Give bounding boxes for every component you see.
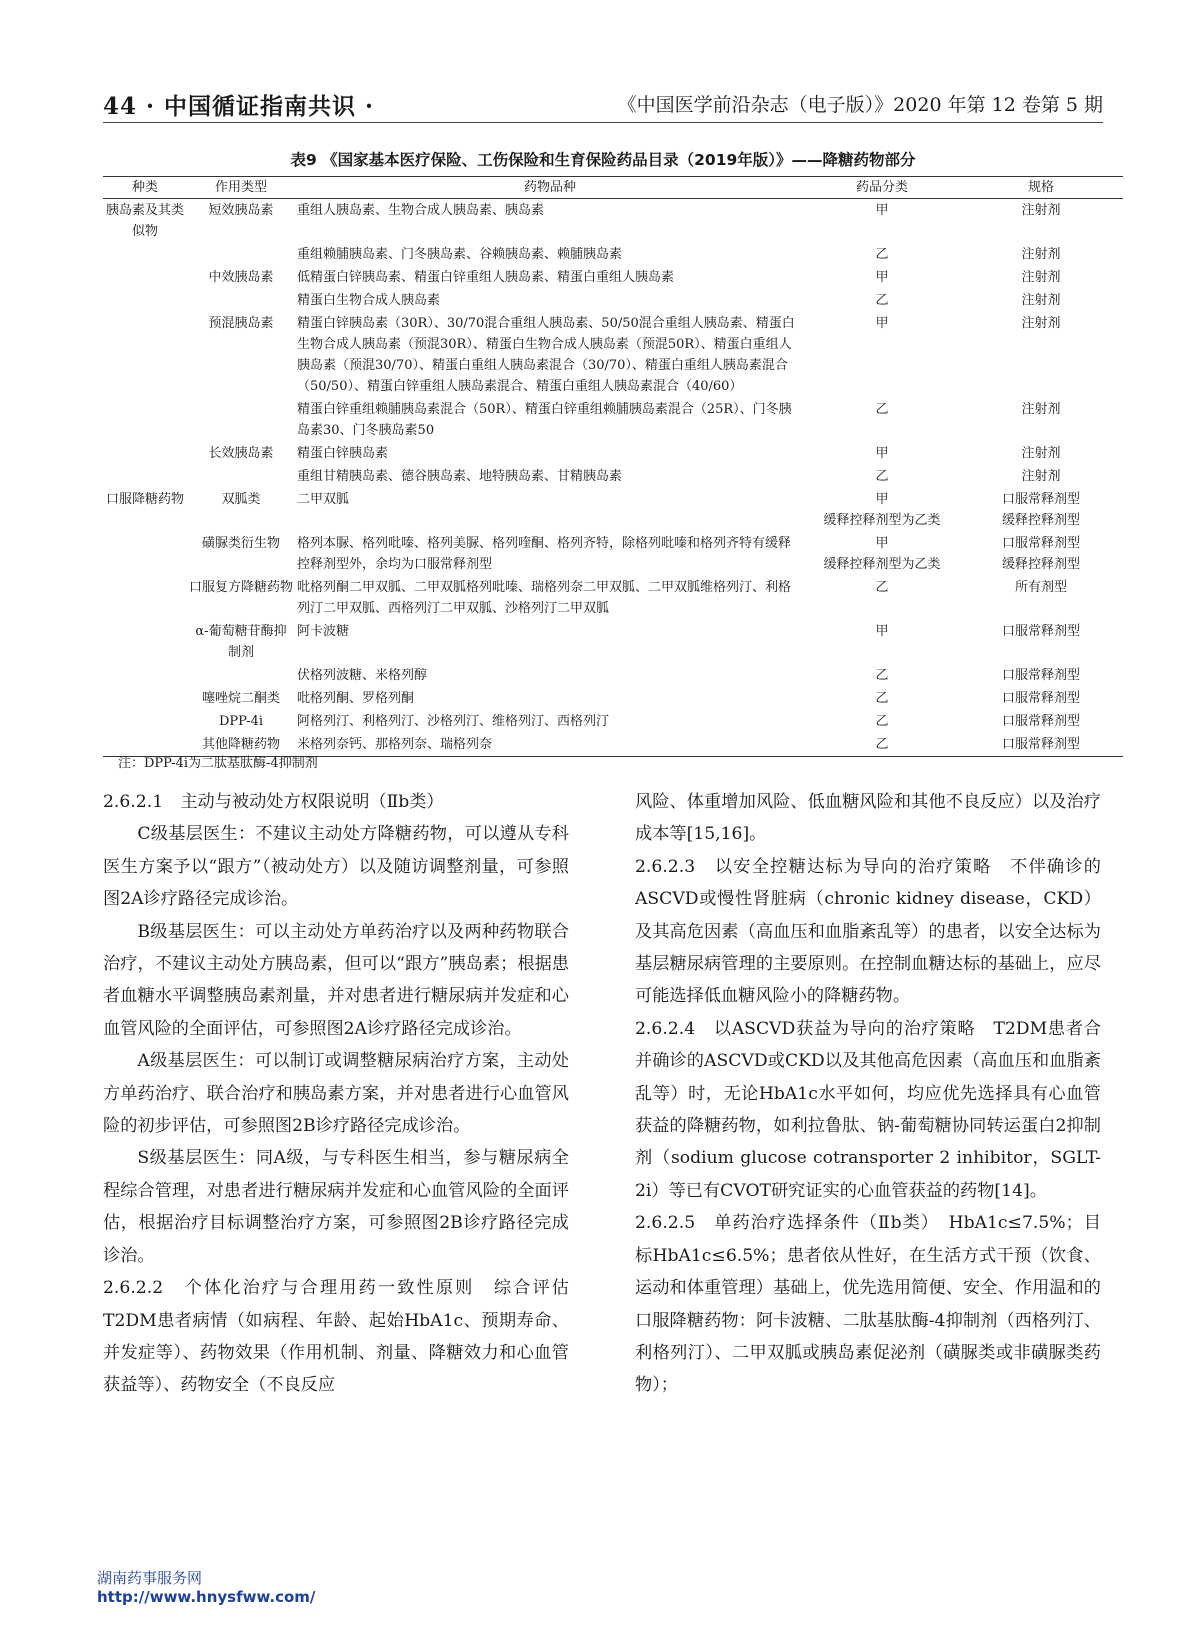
cell-drug-names: 格列本脲、格列吡嗪、格列美脲、格列喹酮、格列齐特，除格列吡嗪和格列齐特有缓释控释剂型外，余均为口服常释剂型 (297, 536, 792, 572)
cell-class: 乙 (875, 691, 889, 706)
body-paragraph: S级基层医生：同A级，与专科医生相当，参与糖尿病全程综合管理，对患者进行糖尿病并发症和心血管风险的全面评估，根据治疗目标调整治疗方案，可参照图2B诊疗路径完成诊治。 (103, 1148, 569, 1266)
cell-class: 乙 (875, 247, 889, 262)
cell-drug-names: 伏格列波糖、米格列醇 (297, 668, 428, 683)
cell-drug-names: 精蛋白锌胰岛素（30R）、30/70混合重组人胰岛素、50/50混合重组人胰岛素、精蛋白生物合成人胰岛素（预混30R）、精蛋白生物合成人胰岛素（预混50R）、精蛋白重组人胰岛素（预混30/70）、精蛋白重组人胰岛素混合（30/70）、精蛋白重组人胰岛素混合（50/50）、精蛋白锌重组人胰岛素混合、精蛋白重组人胰岛素混合（40/60） (297, 316, 795, 394)
col-header-name: 药物品种 (295, 177, 805, 199)
table-note: 注：DPP-4i为二肽基肽酶-4抑制剂 (118, 756, 318, 771)
cell-type (187, 243, 295, 266)
cell-spec: 注射剂 (1021, 293, 1061, 308)
cell-spec: 注射剂 (1021, 316, 1061, 331)
cell-class: 乙 (875, 402, 889, 417)
table-row (103, 442, 1123, 465)
cell-kind (103, 398, 187, 442)
table-row (103, 710, 1123, 733)
cell-class: 甲 (875, 203, 889, 218)
table-body (103, 199, 1123, 757)
cell-spec: 口服常释剂型 (1001, 624, 1080, 639)
table-header-row (103, 177, 1123, 199)
table-title: 表9 《国家基本医疗保险、工伤保险和生育保险药品目录（2019年版）》——降糖药物部分 (290, 151, 916, 169)
cell-kind (103, 243, 187, 266)
col-header-spec: 规格 (959, 177, 1123, 199)
table-row (103, 532, 1123, 576)
cell-class: 甲 缓释控释剂型为乙类 (823, 536, 941, 572)
cell-type (187, 664, 295, 687)
cell-kind (103, 266, 187, 289)
table-row (103, 687, 1123, 710)
cell-type (187, 465, 295, 488)
cell-spec: 口服常释剂型 (1001, 691, 1080, 706)
table-row (103, 243, 1123, 266)
cell-drug-names: 吡格列酮、罗格列酮 (297, 691, 415, 706)
section-paragraph: 2.6.2.2 个体化治疗与合理用药一致性原则 综合评估T2DM患者病情（如病程、年龄、起始HbA1c、预期寿命、并发症等）、药物效果（作用机制、剂量、降糖效力和心血管获益等）、药物安全（不良反应 (103, 1278, 569, 1396)
cell-class: 乙 (875, 293, 889, 308)
cell-drug-names: 精蛋白生物合成人胰岛素 (297, 293, 441, 308)
header-journal-info: 《中国医学前沿杂志（电子版）》2020 年第 12 卷第 5 期 (617, 94, 1103, 116)
cell-type (187, 398, 295, 442)
col-header-type: 作用类型 (187, 177, 295, 199)
cell-spec: 口服常释剂型 缓释控释剂型 (1001, 536, 1080, 572)
cell-drug-names: 重组人胰岛素、生物合成人胰岛素、胰岛素 (297, 203, 545, 218)
cell-class: 甲 (875, 624, 889, 639)
table-row (103, 199, 1123, 244)
table-row (103, 576, 1123, 620)
body-paragraph: 风险、体重增加风险、低血糖风险和其他不良反应）以及治疗成本等[15,16]。 (635, 792, 1101, 845)
cell-class: 乙 (875, 469, 889, 484)
cell-class: 甲 (875, 316, 889, 331)
cell-class: 甲 (875, 446, 889, 461)
cell-spec: 注射剂 (1021, 446, 1061, 461)
section-paragraph: 2.6.2.5 单药治疗选择条件（Ⅱb类） HbA1c≤7.5%；目标HbA1c≤6.5%；患者依从性好，在生活方式干预（饮食、运动和体重管理）基础上，优先选用简便、安全、作用温和的口服降糖药物：阿卡波糖、二肽基肽酶-4抑制剂（西格列汀、利格列汀）、二甲双胍或胰岛素促泌剂（磺脲类或非磺脲类药物）； (635, 1213, 1101, 1396)
cell-drug-names: 精蛋白锌重组赖脯胰岛素混合（50R）、精蛋白锌重组赖脯胰岛素混合（25R）、门冬胰岛素30、门冬胰岛素50 (297, 402, 792, 438)
col-header-class: 药品分类 (805, 177, 959, 199)
running-header (103, 88, 1103, 123)
cell-class: 乙 (805, 733, 959, 757)
cell-drug-names: 米格列奈钙、那格列奈、瑞格列奈 (295, 733, 805, 757)
cell-spec: 注射剂 (1021, 270, 1061, 285)
body-column-right (635, 786, 1101, 1402)
cell-class: 乙 (875, 580, 889, 595)
table-row (103, 465, 1123, 488)
cell-drug-names: 阿卡波糖 (297, 624, 350, 639)
cell-type: 噻唑烷二酮类 (201, 691, 280, 706)
col-header-kind: 种类 (103, 177, 187, 199)
cell-spec: 口服常释剂型 (1001, 714, 1080, 729)
header-page-section: 44 · 中国循证指南共识 · (103, 93, 375, 120)
cell-spec: 注射剂 (1021, 203, 1061, 218)
footer-site-url[interactable]: http://www.hnysfww.com/ (97, 1588, 316, 1606)
cell-drug-names: 重组赖脯胰岛素、门冬胰岛素、谷赖胰岛素、赖脯胰岛素 (297, 247, 623, 262)
table-row (103, 312, 1123, 398)
cell-type: 长效胰岛素 (208, 446, 274, 461)
cell-type: 磺脲类衍生物 (201, 536, 280, 551)
cell-type: DPP-4i (218, 714, 264, 729)
cell-class: 甲 缓释控释剂型为乙类 (823, 492, 941, 528)
body-paragraph: B级基层医生：可以主动处方单药治疗以及两种药物联合治疗，不建议主动处方胰岛素，但可以“跟方”胰岛素；根据患者血糖水平调整胰岛素剂量，并对患者进行糖尿病并发症和心血管风险的全面评估，可参照图2A诊疗路径完成诊治。 (103, 921, 569, 1039)
cell-kind (103, 289, 187, 312)
cell-spec: 口服常释剂型 (959, 733, 1123, 757)
table-row (103, 664, 1123, 687)
cell-kind (103, 312, 187, 398)
cell-drug-names: 重组甘精胰岛素、德谷胰岛素、地特胰岛素、甘精胰岛素 (297, 469, 623, 484)
table-row (103, 398, 1123, 442)
body-paragraph: A级基层医生：可以制订或调整糖尿病治疗方案，主动处方单药治疗、联合治疗和胰岛素方案，并对患者进行心血管风险的初步评估，可参照图2B诊疗路径完成诊治。 (103, 1051, 569, 1137)
cell-drug-names: 阿格列汀、利格列汀、沙格列汀、维格列汀、西格列汀 (297, 714, 610, 729)
cell-kind (103, 576, 187, 620)
cell-kind (103, 687, 187, 710)
footer-site-name: 湖南药事服务网 (97, 1569, 203, 1587)
table-row (103, 266, 1123, 289)
body-paragraph: C级基层医生：不建议主动处方降糖药物，可以遵从专科医生方案予以“跟方”（被动处方）以及随访调整剂量，可参照图2A诊疗路径完成诊治。 (103, 824, 569, 910)
cell-kind (103, 710, 187, 733)
drug-table (103, 176, 1123, 757)
cell-spec: 口服常释剂型 缓释控释剂型 (1001, 492, 1080, 528)
table-row (103, 289, 1123, 312)
cell-kind: 口服降糖药物 (105, 492, 184, 507)
cell-kind (103, 620, 187, 664)
cell-type: 中效胰岛素 (208, 270, 274, 285)
cell-drug-names: 吡格列酮二甲双胍、二甲双胍格列吡嗪、瑞格列奈二甲双胍、二甲双胍维格列汀、利格列汀二甲双胍、西格列汀二甲双胍、沙格列汀二甲双胍 (297, 580, 792, 616)
cell-drug-names: 低精蛋白锌胰岛素、精蛋白锌重组人胰岛素、精蛋白重组人胰岛素 (297, 270, 675, 285)
cell-type (187, 289, 295, 312)
section-paragraph: 2.6.2.4 以ASCVD获益为导向的治疗策略 T2DM患者合并确诊的ASCVD或CKD以及其他高危因素（高血压和血脂紊乱等）时，无论HbA1c水平如何，均应优先选择具有心血管获益的降糖药物，如利拉鲁肽、钠-葡萄糖协同转运蛋白2抑制剂（sodium glucose cotransporter 2 inhibitor，SGLT-2i）等已有CVOT研究证实的心血管获益的药物[14]。 (635, 1018, 1101, 1201)
cell-type: 双胍类 (221, 492, 261, 507)
cell-kind (103, 442, 187, 465)
section-paragraph: 2.6.2.1 主动与被动处方权限说明（Ⅱb类） (103, 792, 444, 812)
cell-type: 其他降糖药物 (187, 733, 295, 757)
table-row (103, 488, 1123, 532)
cell-type: 口服复方降糖药物 (189, 580, 294, 595)
cell-spec: 注射剂 (1021, 469, 1061, 484)
cell-kind (103, 465, 187, 488)
cell-type: 短效胰岛素 (208, 203, 274, 218)
cell-spec: 注射剂 (1021, 247, 1061, 262)
cell-drug-names: 二甲双胍 (297, 492, 350, 507)
cell-spec: 所有剂型 (1014, 580, 1067, 595)
cell-drug-names: 精蛋白锌胰岛素 (297, 446, 389, 461)
cell-type: α-葡萄糖苷酶抑制剂 (195, 624, 287, 660)
footer-watermark (97, 1569, 315, 1607)
cell-class: 甲 (875, 270, 889, 285)
cell-kind (103, 532, 187, 576)
cell-kind (103, 664, 187, 687)
cell-spec: 注射剂 (1021, 402, 1061, 417)
body-column-left (103, 786, 569, 1402)
cell-spec: 口服常释剂型 (1001, 668, 1080, 683)
cell-kind: 胰岛素及其类似物 (105, 203, 184, 239)
cell-class: 乙 (875, 714, 889, 729)
table-row (103, 620, 1123, 664)
cell-class: 乙 (875, 668, 889, 683)
section-paragraph: 2.6.2.3 以安全控糖达标为导向的治疗策略 不伴确诊的ASCVD或慢性肾脏病（chronic kidney disease，CKD）及其高危因素（高血压和血脂紊乱等）的患者，以安全达标为基层糖尿病管理的主要原则。在控制血糖达标的基础上，应尽可能选择低血糖风险小的降糖药物。 (635, 856, 1101, 1007)
cell-type: 预混胰岛素 (208, 316, 274, 331)
